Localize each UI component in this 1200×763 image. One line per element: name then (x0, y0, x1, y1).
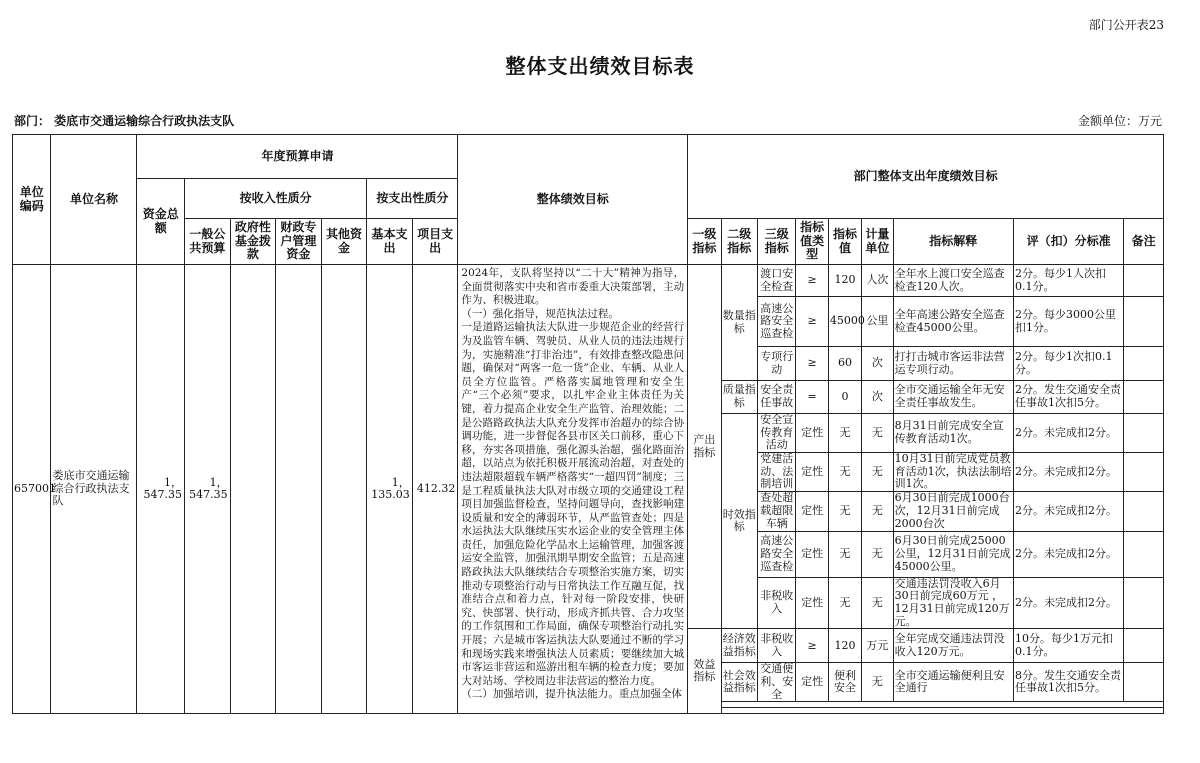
unit-cell: 人次 (862, 265, 893, 297)
scoring-cell: 2分。每少1人次扣0.1分。 (1014, 265, 1124, 297)
scoring-cell: 2分。未完成扣2分。 (1014, 452, 1124, 491)
explain-cell: 交通违法罚没收入6月30日前完成60万元 ，12月31日前完成120万元。 (893, 577, 1013, 629)
header-unit-code: 单位编码 (13, 135, 51, 265)
value-type-cell: 定性 (796, 414, 828, 453)
unit-cell: 万元 (862, 629, 893, 663)
remark-cell (1124, 663, 1164, 702)
header-explain: 指标解释 (893, 219, 1013, 265)
explain-cell: 6月30日前完成25000公里，12月31日前完成45000公里。 (893, 531, 1013, 577)
level3-cell: 非税收入 (758, 629, 796, 663)
header-by-income: 按收入性质分 (185, 179, 367, 219)
explain-cell: 全年水上渡口安全巡查检查120人次。 (893, 265, 1013, 297)
total-funds-cell: 1，547.35 (137, 265, 185, 714)
unit-cell: 无 (862, 663, 893, 702)
level3-cell: 渡口安全检查 (758, 265, 796, 297)
overall-goal-text: 2024年，支队将坚持以“二十大”精神为指导，全面贯彻落实中央和省市委重大决策部署，主动作为、积极进取。 （一）强化指导，规范执法过程。 一是道路运输执法大队进一步规范企业的经营行为及监管车辆、驾驶员、从业人员的违法违规行为，实施精准“打非治违”，有效排查整改隐患问题，确保对“两客一危一货”企业、车辆、从业人员全方位监管。严格落实属地管理和安全生产“三个必须”要求，以扎牢企业主体责任为关键，着力提高企业安全生产监管、治理效能；二是公路路政执法大队充分发挥市治超办的综合协调功能，进一步督促各县市区关口前移，重心下移，夯实各项措施，强化源头治超，强化路面治超，以站点为依托积极开展流动治超，对查处的违法超限超载车辆严格落实“一超四罚”制度；三是工程质量执法大队对市级立项的交通建设工程项目加强监督检查，坚持问题导向，查找影响建设质量和安全的薄弱环节，从严监管查处；四是水运执法大队继续压实水运企业的安全管理主体责任，加强危险化学品水上运输管理，加强客渡运安全监管，加强汛期旱期安全监管；五是高速路政执法大队继续结合专项整治实施方案，切实推动专项整治行动与日常执法工作互融互促，找准结合点和着力点，针对每一阶段安排，快研究、快部署、快行动，形成齐抓共管、合力攻坚的工作氛围和工作局面，确保专项整治行动扎实开展；六是城市客运执法大队要通过不断的学习和现场实践来增强执法人员素质；要继续加大城市客运非营运和巡游出租车辆的检查力度；要加大对站场、学校周边非法营运的整治力度。 （二）加强培训，提升执法能力。重点加强全体 (461, 267, 685, 701)
header-overall-goal: 整体绩效目标 (458, 135, 688, 265)
explain-cell: 打打击城市客运非法营运专项行动。 (893, 347, 1013, 381)
header-fiscal-special: 财政专户管理资金 (276, 219, 322, 265)
level3-cell: 高速公路安全巡查检 (758, 297, 796, 347)
value-type-cell: = (796, 381, 828, 414)
scoring-cell: 2分。每少3000公里扣1分。 (1014, 297, 1124, 347)
page-title: 整体支出绩效目标表 (505, 54, 695, 78)
form-number: 部门公开表23 (1088, 18, 1164, 32)
remark-cell (1124, 297, 1164, 347)
scoring-cell: 10分。每少1万元扣0.1分。 (1014, 629, 1124, 663)
scoring-cell: 2分。每少1次扣0.1分。 (1014, 347, 1124, 381)
value-cell: 无 (828, 414, 861, 453)
explain-cell: 10月31日前完成党员教育活动1次，执法法制培训1次。 (894, 451, 1012, 491)
level3-cell: 专项行动 (758, 347, 796, 381)
department-label: 部门： 娄底市交通运输综合行政执法支队 (14, 114, 235, 128)
level1-output: 产出指标 (688, 265, 721, 629)
value-type-cell: 定性 (796, 491, 828, 531)
header-annual-budget: 年度预算申请 (137, 135, 458, 179)
header-gov-fund: 政府性基金拨款 (230, 219, 276, 265)
header-unit-name: 单位名称 (51, 135, 137, 265)
scoring-cell: 8分。发生交通安全责任事故1次扣5分。 (1014, 663, 1124, 702)
value-cell: 0 (828, 381, 861, 414)
level3-cell: 安全责任事故 (758, 381, 796, 414)
filler-cell (721, 708, 1163, 714)
remark-cell (1124, 629, 1164, 663)
amount-unit-label: 金额单位：万元 (1077, 114, 1162, 128)
scoring-cell: 2分。未完成扣2分。 (1014, 577, 1124, 629)
explain-cell: 全年完成交通违法罚没收入120万元。 (893, 629, 1013, 663)
value-cell: 无 (828, 577, 861, 629)
level2-quality: 质量指标 (721, 381, 757, 414)
explain-cell: 6月30日前完成1000台次，12月31日前完成2000台次 (893, 491, 1013, 531)
unit-cell: 次 (862, 347, 893, 381)
scoring-cell: 2分。发生交通安全责任事故1次扣5分。 (1014, 381, 1124, 414)
scoring-cell: 2分。未完成扣2分。 (1014, 531, 1124, 577)
level3-cell: 党建活动、法制培训 (758, 452, 796, 491)
header-scoring: 评（扣）分标准 (1014, 219, 1124, 265)
level2-social: 社会效益指标 (721, 663, 757, 702)
value-cell: 120 (828, 629, 861, 663)
header-by-expense: 按支出性质分 (367, 179, 458, 219)
basic-exp-cell: 1，135.03 (367, 265, 413, 714)
unit-cell: 无 (862, 577, 893, 629)
header-unit: 计量单位 (862, 219, 893, 265)
fiscal-special-cell (276, 265, 322, 714)
header-dept-goal: 部门整体支出年度绩效目标 (688, 135, 1164, 219)
header-remark: 备注 (1124, 219, 1164, 265)
unit-cell: 无 (862, 452, 893, 491)
header-level1: 一级指标 (688, 219, 721, 265)
value-cell: 便利安全 (828, 663, 861, 702)
performance-table (12, 134, 1164, 714)
header-value: 指标值 (828, 219, 861, 265)
project-exp-cell: 412.32 (412, 265, 458, 714)
general-budget-cell: 1，547.35 (185, 265, 231, 714)
remark-cell (1124, 414, 1164, 453)
value-type-cell: ≥ (796, 297, 828, 347)
remark-cell (1124, 347, 1164, 381)
value-type-cell: ≥ (796, 629, 828, 663)
gov-fund-cell (230, 265, 276, 714)
explain-cell: 8月31日前完成安全宣传教育活动1次。 (893, 414, 1013, 453)
unit-name-cell: 娄底市交通运输综合行政执法支队 (51, 265, 137, 714)
header-level2: 二级指标 (721, 219, 757, 265)
level3-cell: 查处超载超限车辆 (758, 491, 796, 531)
header-other-funds: 其他资金 (321, 219, 367, 265)
explain-cell: 全市交通运输全年无安全责任事故发生。 (893, 381, 1013, 414)
header-general-budget: 一般公共预算 (185, 219, 231, 265)
unit-cell: 次 (862, 381, 893, 414)
value-cell: 60 (828, 347, 861, 381)
value-type-cell: 定性 (796, 531, 828, 577)
unit-cell: 无 (862, 414, 893, 453)
value-cell: 无 (828, 452, 861, 491)
overall-goal-cell (458, 265, 688, 714)
explain-cell: 全年高速公路安全巡查检查45000公里。 (893, 297, 1013, 347)
header-level3: 三级指标 (758, 219, 796, 265)
unit-cell: 公里 (862, 297, 893, 347)
unit-cell: 无 (862, 531, 893, 577)
level2-timeliness: 时效指标 (721, 414, 757, 629)
value-type-cell: ≥ (796, 265, 828, 297)
remark-cell (1124, 577, 1164, 629)
table-row (13, 265, 1164, 297)
other-funds-cell (321, 265, 367, 714)
value-type-cell: 定性 (796, 663, 828, 702)
header-total-funds: 资金总额 (137, 179, 185, 265)
level2-quantity: 数量指标 (721, 265, 757, 381)
level3-cell: 交通便利、安全 (758, 663, 796, 702)
scoring-cell: 2分。未完成扣2分。 (1014, 491, 1124, 531)
value-cell: 120 (828, 265, 861, 297)
level1-benefit: 效益指标 (688, 629, 721, 714)
remark-cell (1124, 531, 1164, 577)
value-type-cell: 定性 (796, 577, 828, 629)
level3-cell: 非税收入 (758, 577, 796, 629)
value-cell: 无 (828, 531, 861, 577)
level2-economic: 经济效益指标 (721, 629, 757, 663)
level3-cell: 高速公路安全巡查检 (758, 531, 796, 577)
unit-cell: 无 (862, 491, 893, 531)
scoring-cell: 2分。未完成扣2分。 (1014, 414, 1124, 453)
header-basic-exp: 基本支出 (367, 219, 413, 265)
remark-cell (1124, 381, 1164, 414)
value-cell: 45000 (828, 297, 861, 347)
level3-cell: 安全宣传教育活动 (758, 414, 796, 453)
unit-code-cell: 657001 (13, 265, 51, 714)
explain-cell: 全市交通运输便利且安全通行 (893, 663, 1013, 702)
value-type-cell: ≥ (796, 347, 828, 381)
remark-cell (1124, 452, 1164, 491)
header-value-type: 指标值类型 (796, 219, 828, 265)
header-project-exp: 项目支出 (412, 219, 458, 265)
value-cell: 无 (828, 491, 861, 531)
remark-cell (1124, 491, 1164, 531)
remark-cell (1124, 265, 1164, 297)
value-type-cell: 定性 (796, 452, 828, 491)
